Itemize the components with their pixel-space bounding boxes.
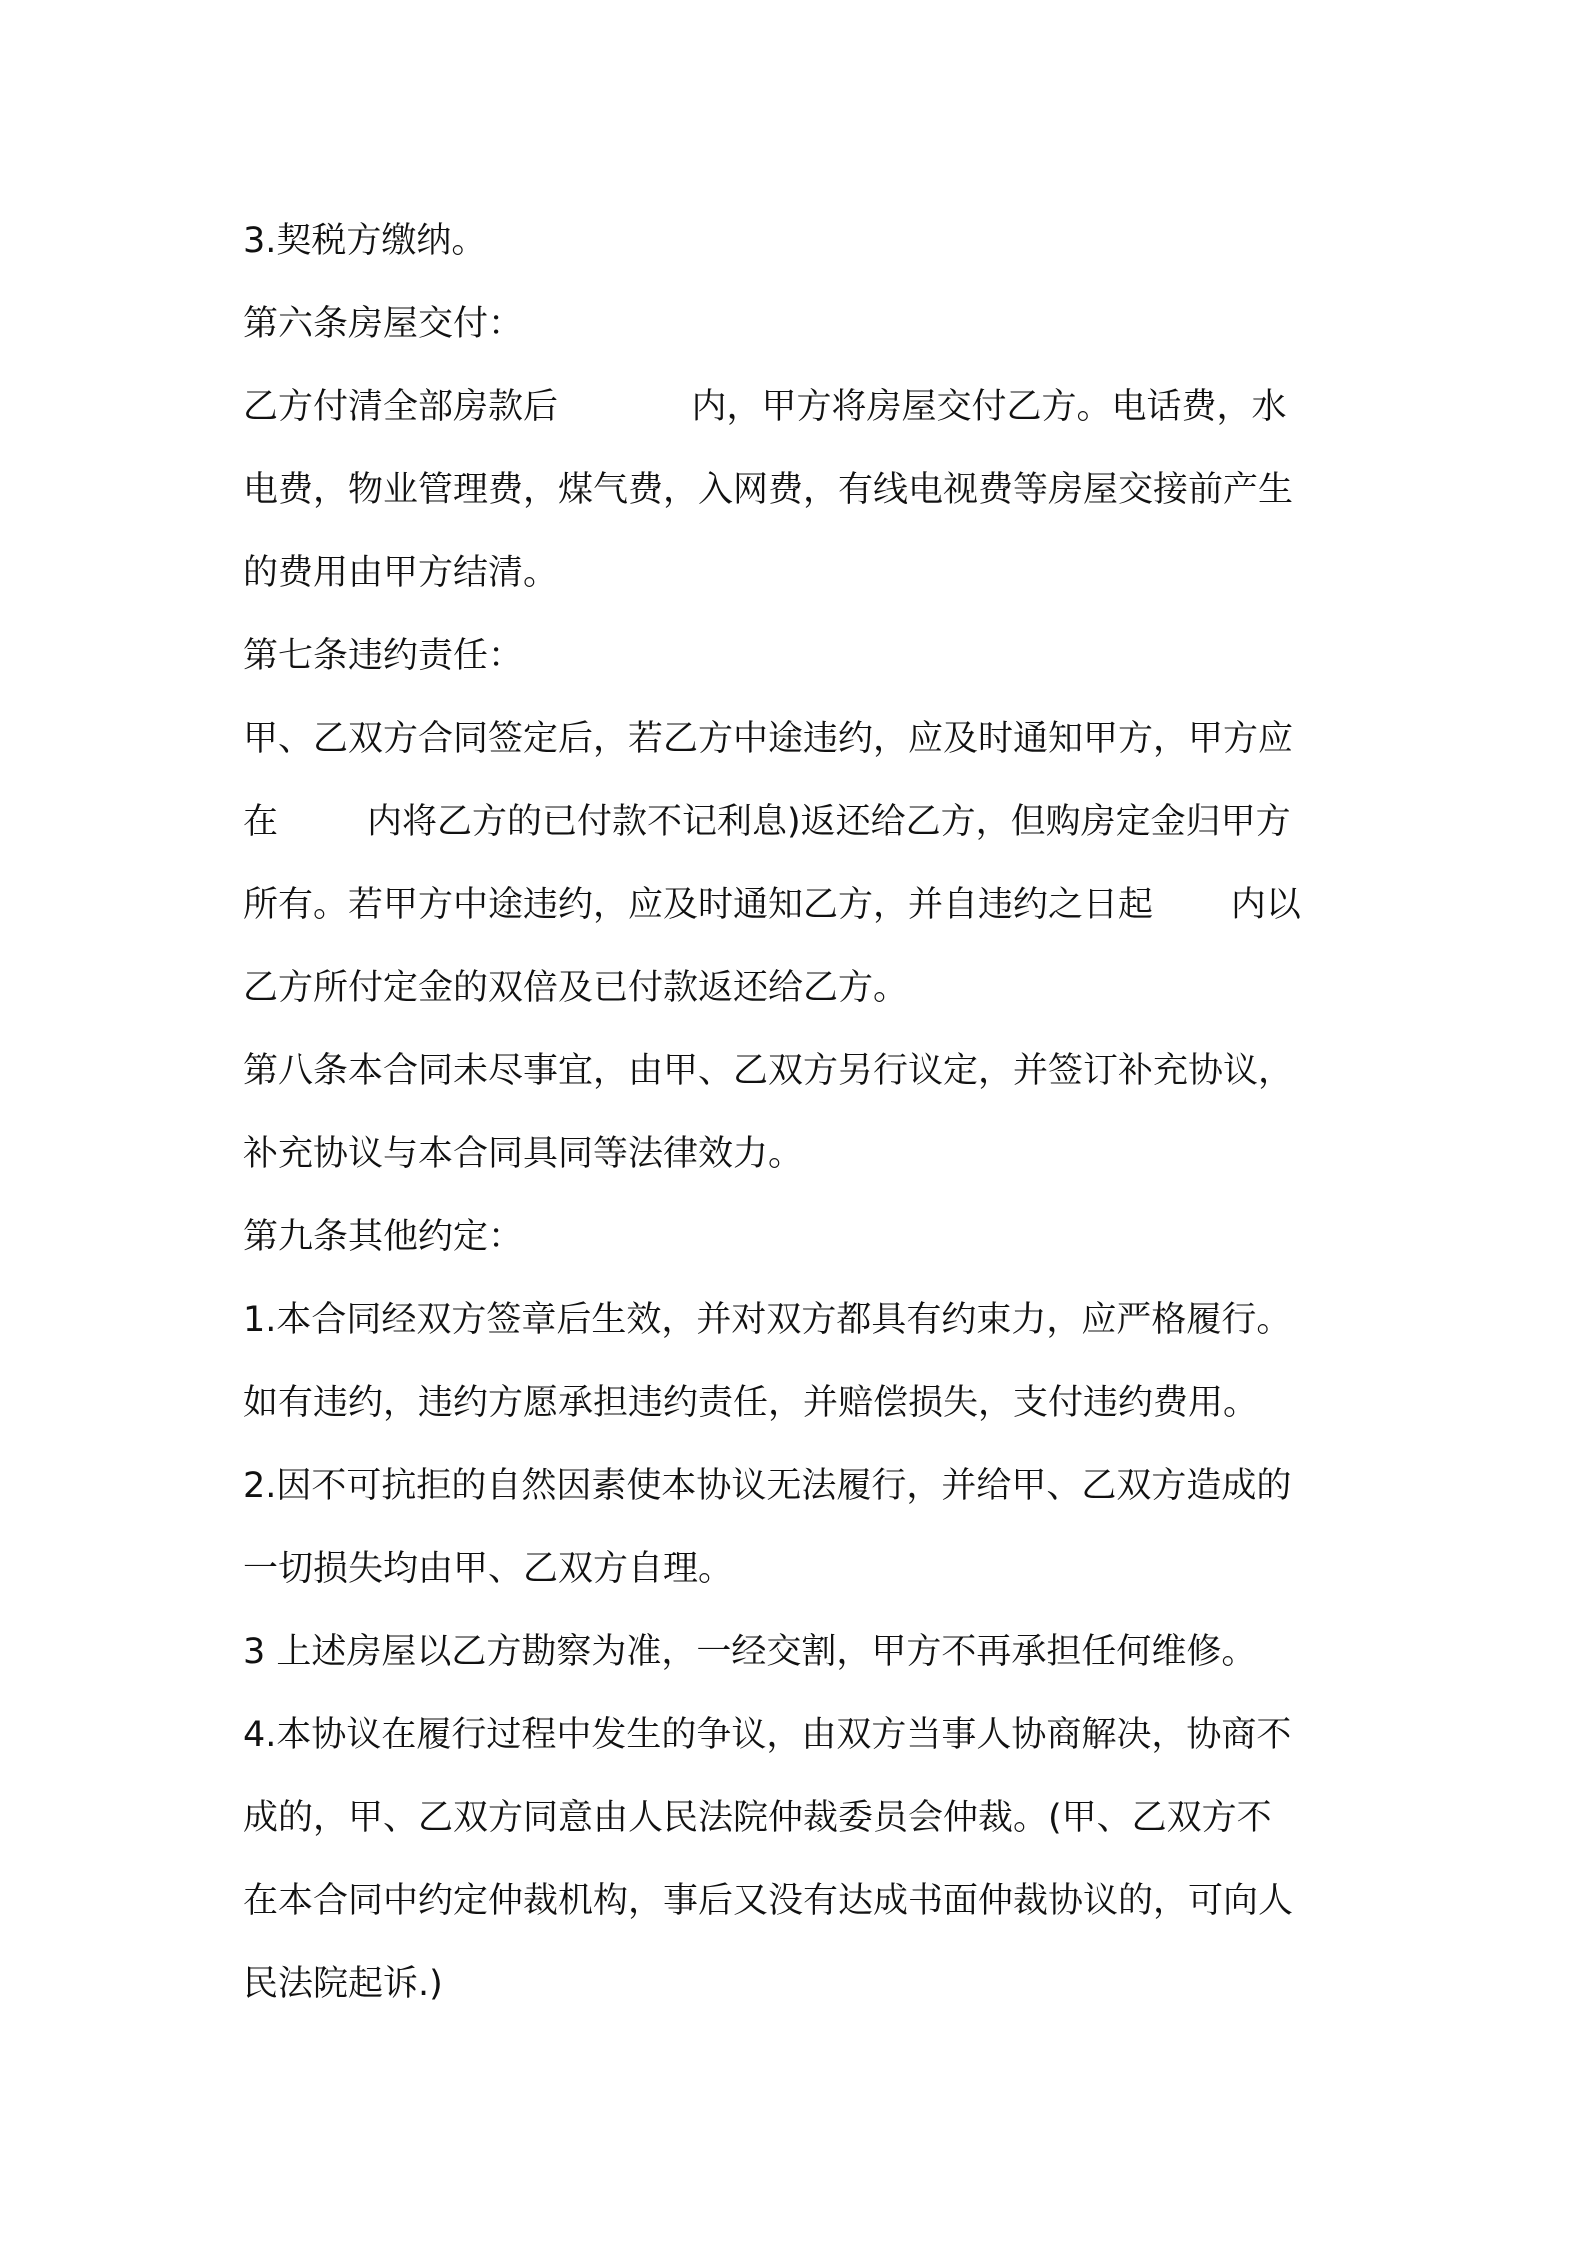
- text-line: 2.因不可抗拒的自然因素使本协议无法履行，并给甲、乙双方造成的: [243, 1466, 1292, 1506]
- text-line: 乙方所付定金的双倍及已付款返还给乙方。: [243, 968, 909, 1008]
- text-line: 成的，甲、乙双方同意由人民法院仲裁委员会仲裁。(甲、乙双方不: [243, 1798, 1272, 1838]
- text-line: 电费，物业管理费，煤气费，入网费，有线电视费等房屋交接前产生: [243, 470, 1294, 510]
- section-heading: 第八条本合同未尽事宜，由甲、乙双方另行议定，并签订补充协议，: [243, 1051, 1294, 1091]
- text-line: 4.本协议在履行过程中发生的争议，由双方当事人协商解决，协商不: [243, 1715, 1292, 1755]
- text-line: 民法院起诉.): [243, 1964, 443, 2004]
- text-line: 3.契税方缴纳。: [243, 221, 487, 261]
- text-line: 甲、乙双方合同签定后，若乙方中途违约，应及时通知甲方，甲方应: [243, 719, 1294, 759]
- text-line: 3 上述房屋以乙方勘察为准，一经交割，甲方不再承担任何维修。: [243, 1632, 1257, 1672]
- text-line: 一切损失均由甲、乙双方自理。: [243, 1549, 734, 1589]
- text-line: 乙方付清全部房款后 内，甲方将房屋交付乙方。电话费，水: [243, 387, 1287, 427]
- text-line: 的费用由甲方结清。: [243, 553, 559, 593]
- section-heading: 第六条房屋交付：: [243, 304, 524, 344]
- document-body: [243, 200, 1353, 2026]
- text-line: 如有违约，违约方愿承担违约责任，并赔偿损失，支付违约费用。: [243, 1383, 1259, 1423]
- text-line: 补充协议与本合同具同等法律效力。: [243, 1134, 804, 1174]
- section-heading: 第七条违约责任：: [243, 636, 524, 676]
- text-line: 在本合同中约定仲裁机构，事后又没有达成书面仲裁协议的，可向人: [243, 1881, 1294, 1921]
- text-line: 所有。若甲方中途违约，应及时通知乙方，并自违约之日起 内以: [243, 885, 1301, 925]
- text-line: 在 内将乙方的已付款不记利息)返还给乙方，但购房定金归甲方: [243, 802, 1291, 842]
- text-line: 1.本合同经双方签章后生效，并对双方都具有约束力，应严格履行。: [243, 1300, 1292, 1340]
- section-heading: 第九条其他约定：: [243, 1217, 524, 1257]
